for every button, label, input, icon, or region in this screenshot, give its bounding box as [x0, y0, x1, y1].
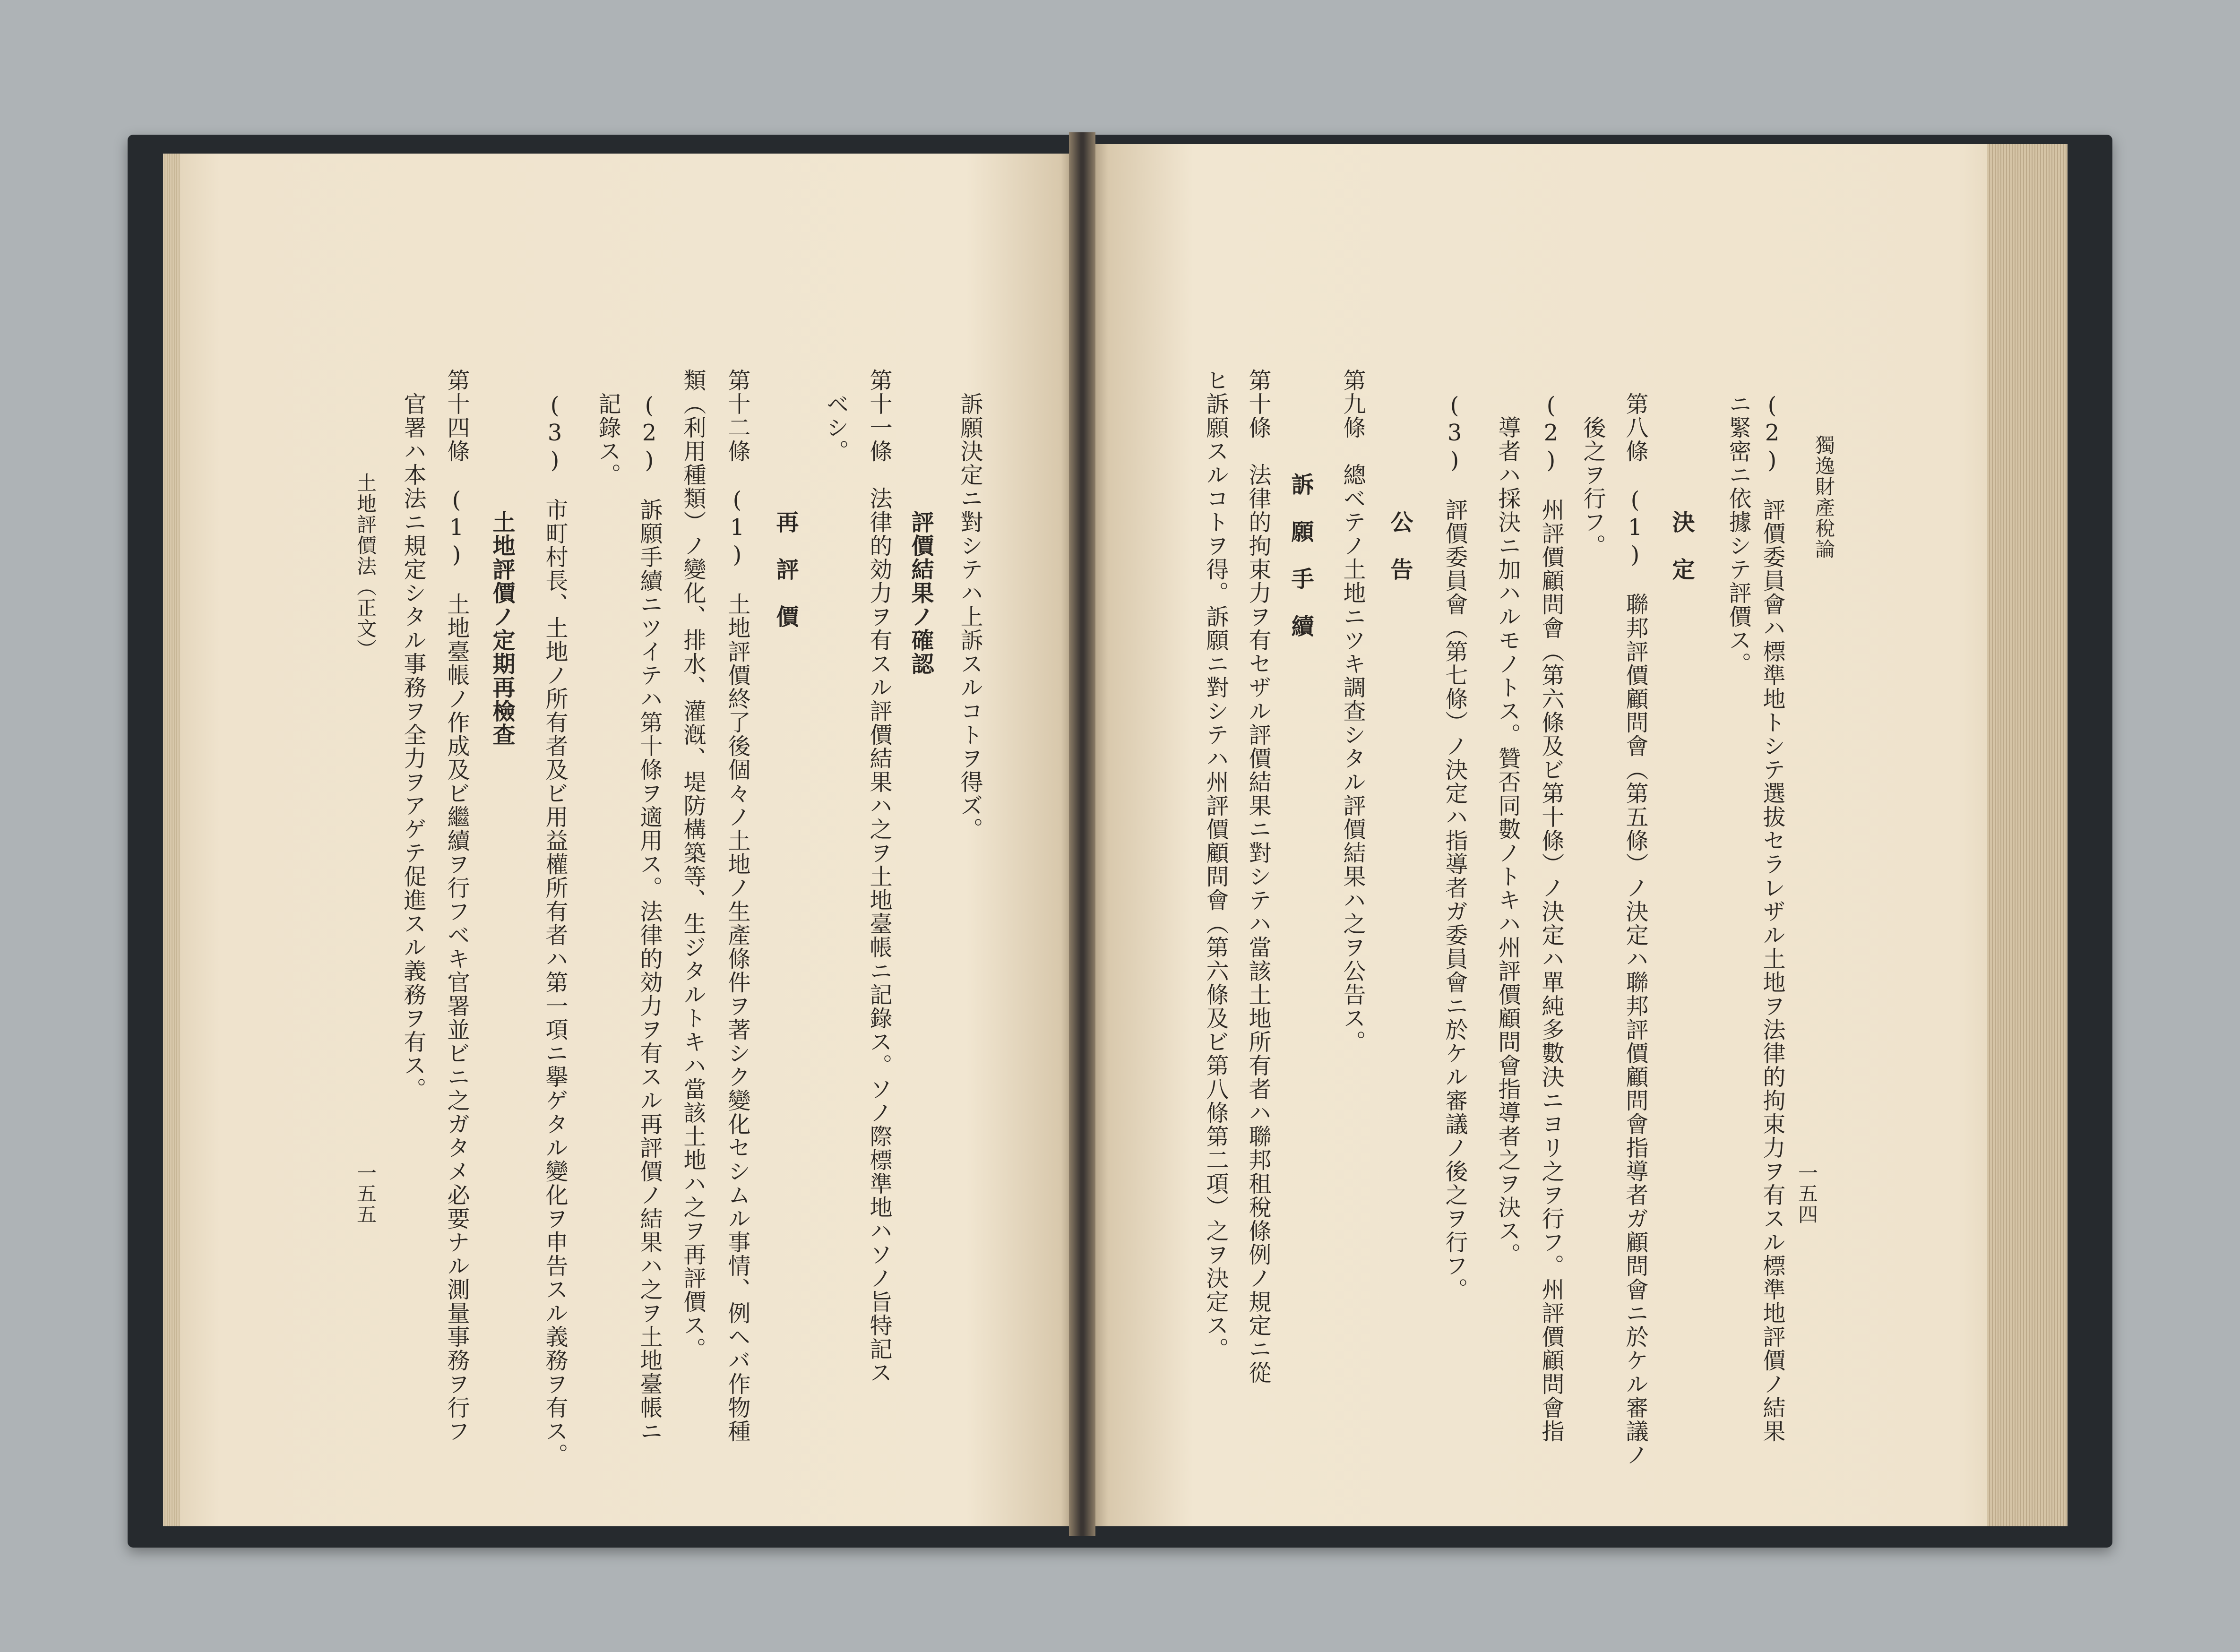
right-page-edges: [1987, 144, 2068, 1526]
running-footer: 土地評價法（正文）: [354, 473, 377, 660]
text-line: (3) 評價委員會（第七條）ノ決定ハ指導者ガ委員會ニ於ケル審議ノ後之ヲ行フ。: [1441, 392, 1468, 1301]
text-line: 第十四條 (1) 土地臺帳ノ作成及ビ繼續ヲ行フベキ官署並ビニ之ガタメ必要ナル測量事務ヲ行フ: [443, 369, 470, 1443]
text-line: (3) 市町村長、土地ノ所有者及ビ用益權所有者ハ第一項ニ擧ゲタル變化ヲ申告スル義務ヲ有ス。: [542, 392, 568, 1467]
text-line: 後之ヲ行フ。: [1579, 416, 1606, 558]
text-line: 導者ハ採決ニ加ハルモノトス。贊否同數ノトキハ州評價顧問會指導者之ヲ決ス。: [1494, 416, 1521, 1266]
text-line: ヒ訴願スルコトヲ得。訴願ニ對シテハ州評價顧問會（第六條及ビ第八條第二項）之ヲ決定ス。: [1202, 369, 1229, 1361]
text-line: 類（利用種類）ノ變化、排水、灌漑、堤防構築等、生ジタルトキハ當該土地ハ之ヲ再評價ス。: [680, 369, 706, 1361]
text-line: ベシ。: [822, 392, 849, 463]
page-number: 一五五: [354, 1162, 377, 1225]
text-line: 第九條 總ベテノ土地ニツキ調查シタル評價結果ハ之ヲ公告ス。: [1339, 369, 1366, 1054]
right-page: [1089, 144, 2068, 1526]
text-line: ニ緊密ニ依據シテ評價ス。: [1725, 392, 1751, 676]
running-head: 獨逸財產稅論: [1812, 435, 1835, 559]
section-heading: 決 定: [1668, 510, 1695, 581]
section-heading: 公 告: [1387, 510, 1413, 581]
text-line: 訴願決定ニ對シテハ上訴スルコトヲ得ズ。: [956, 392, 983, 841]
text-line: 第十二條 (1) 土地評價終了後個々ノ土地ノ生產條件ヲ著シク變化セシムル事情、例ヘバ作物種: [724, 369, 750, 1443]
section-heading: 訴 願 手 續: [1287, 473, 1314, 638]
text-line: (2) 州評價顧問會（第六條及ビ第十條）ノ決定ハ單純多數決ニヨリ之ヲ行フ。州評價顧問會指: [1538, 392, 1564, 1443]
text-line: (2) 訴願手續ニツイテハ第十條ヲ適用ス。法律的効力ヲ有スル再評價ノ結果ハ之ヲ土地臺帳ニ: [636, 392, 663, 1443]
section-heading: 評價結果ノ確認: [907, 510, 934, 676]
text-line: 記錄ス。: [594, 392, 621, 487]
book-gutter: [1069, 132, 1095, 1536]
text-line: 第十條 法律的拘束力ヲ有セザル評價結果ニ對シテハ當該土地所有者ハ聯邦租稅條例ノ規定ニ從: [1245, 369, 1271, 1385]
text-line: 官署ハ本法ニ規定シタル事務ヲ全力ヲアゲテ促進スル義務ヲ有ス。: [400, 392, 426, 1101]
text-line: 第八條 (1) 聯邦評價顧問會（第五條）ノ決定ハ聯邦評價顧問會指導者ガ顧問會ニ於ケル審議ノ: [1622, 392, 1648, 1467]
section-heading: 土地評價ノ定期再檢查: [489, 510, 515, 747]
section-heading: 再 評 價: [772, 510, 799, 628]
text-line: (2) 評價委員會ハ標準地トシテ選拔セラレザル土地ヲ法律的拘束力ヲ有スル標準地評價ノ結果: [1759, 392, 1785, 1443]
left-page: [163, 154, 1075, 1526]
text-line: 第十一條 法律的効力ヲ有スル評價結果ハ之ヲ土地臺帳ニ記錄ス。ソノ際標準地ハソノ旨特記ス: [866, 369, 892, 1385]
left-page-edges: [163, 154, 180, 1526]
page-number: 一五四: [1795, 1162, 1818, 1225]
